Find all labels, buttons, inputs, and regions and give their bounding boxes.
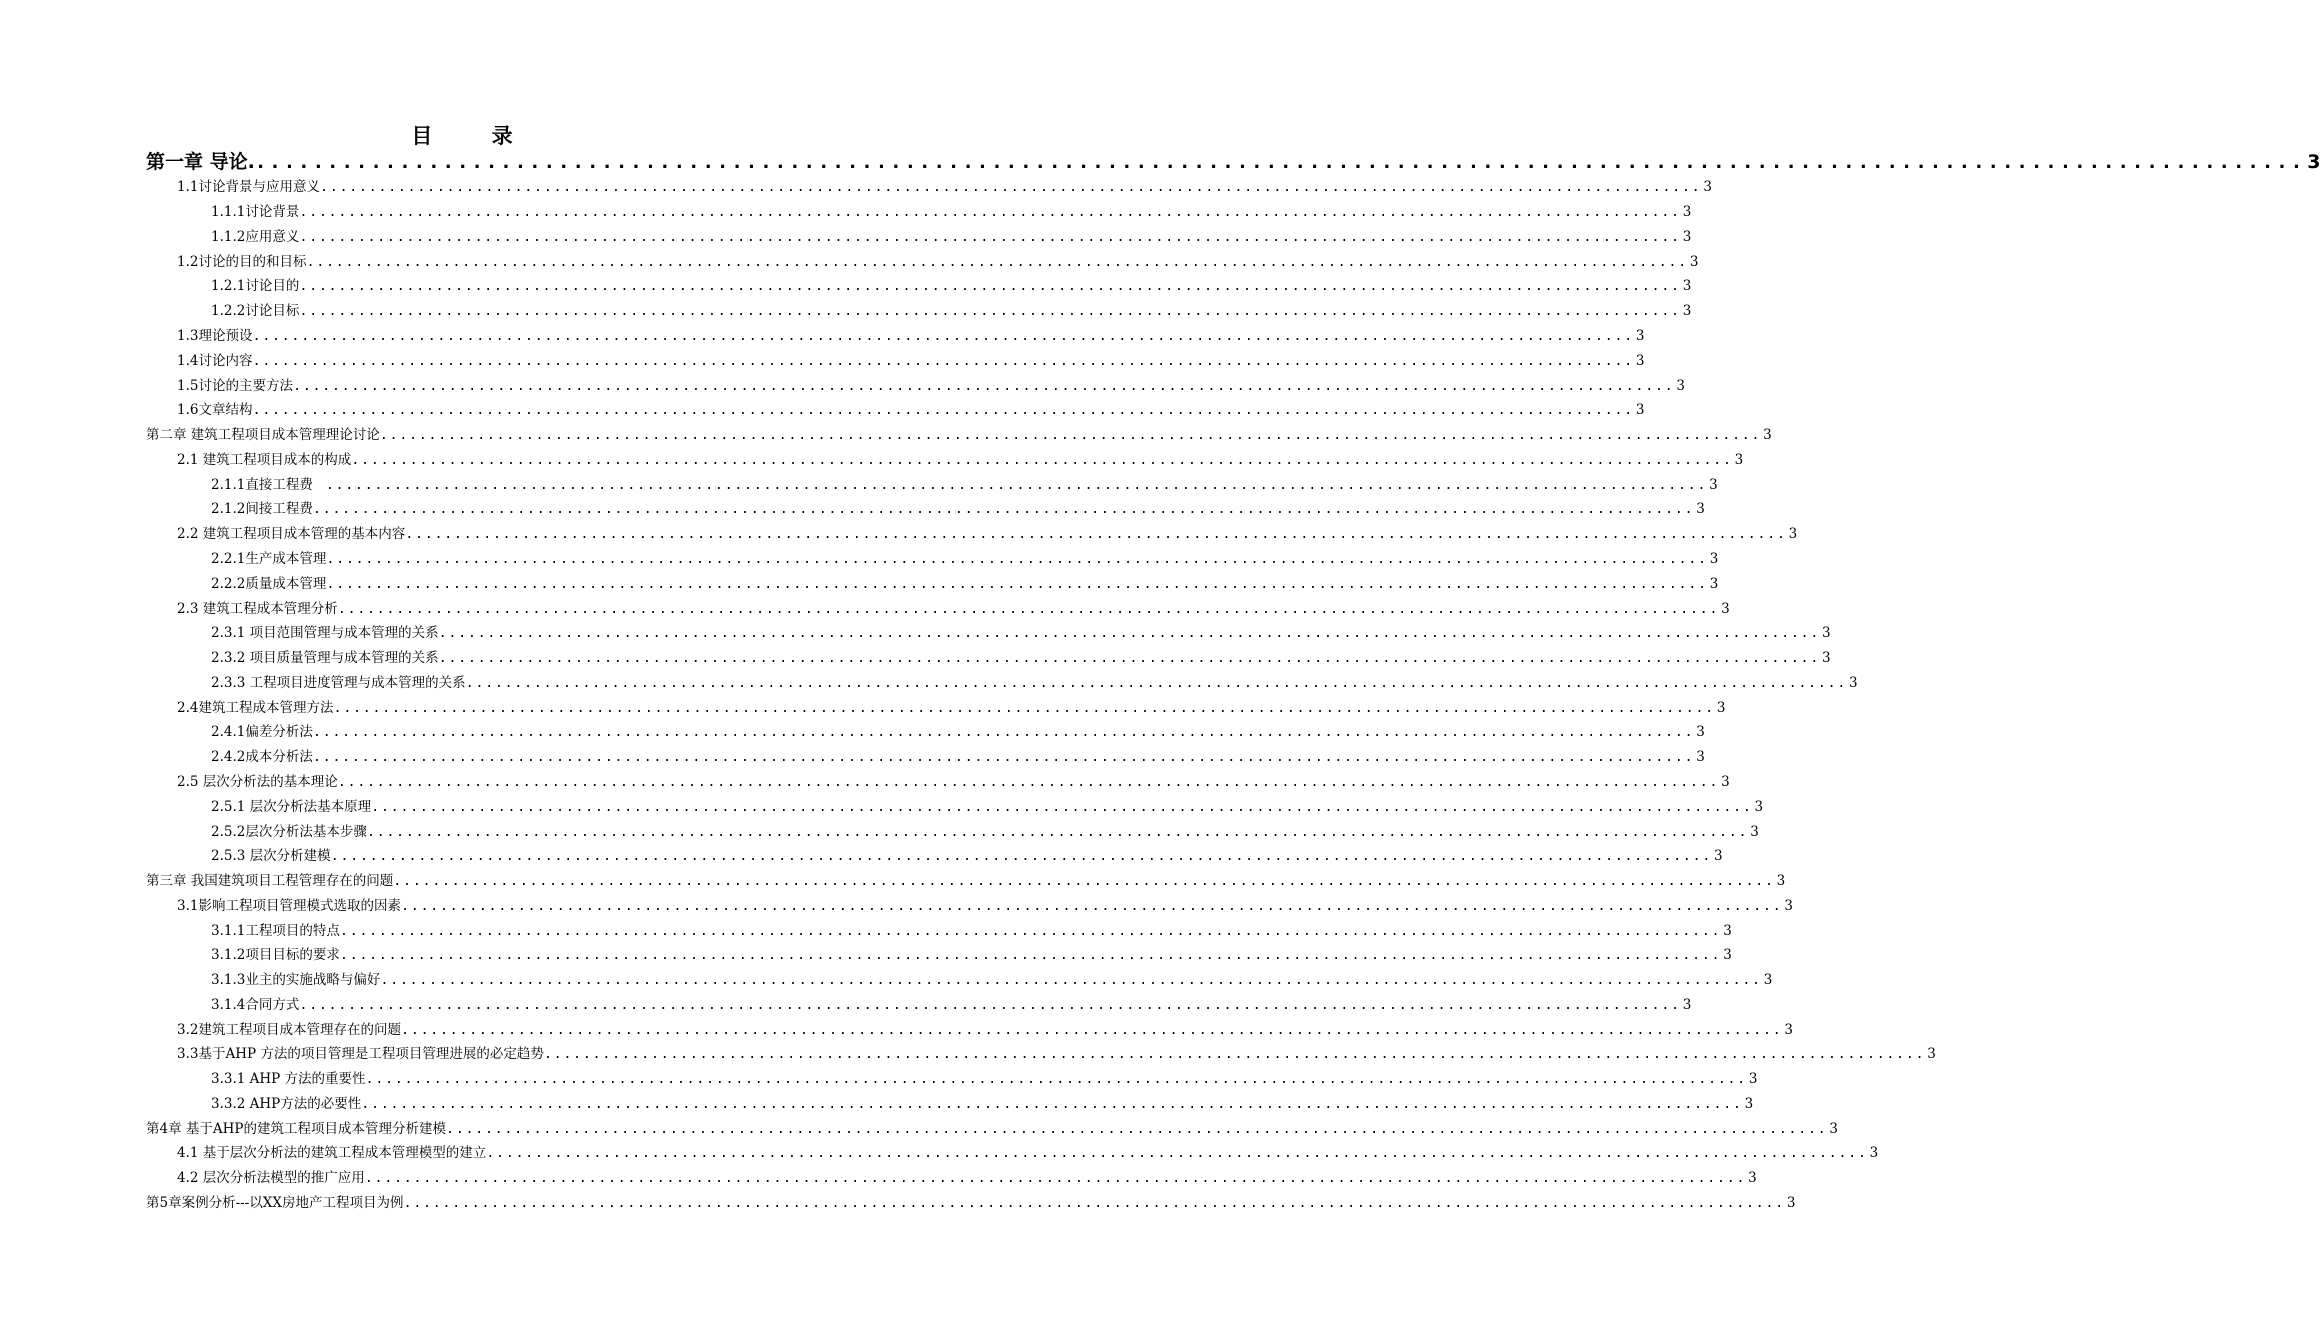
toc-entry-label: 2.5.3 层次分析建模 [211,848,331,864]
toc-entry-1-1[interactable] [177,177,1712,197]
toc-entry-2-4-1[interactable] [211,722,1705,742]
toc-entry-2-2-1[interactable] [211,549,1719,569]
toc-entry-page: 3 [1635,353,1645,369]
toc-entry-page: 3 [1763,427,1772,443]
toc-entry-1-2[interactable] [177,252,1699,272]
toc-entry-3-1-4[interactable] [211,995,1692,1015]
toc-entry-label: 2.4建筑工程成本管理方法 [177,700,334,716]
toc-entry-label: 2.5 层次分析法的基本理论 [177,774,338,790]
toc-entry-page: 3 [1784,898,1793,914]
toc-entry-2-5[interactable] [177,772,1730,792]
dot-leader: .............................................................................................................................................. [333,700,1715,716]
toc-entry-label: 3.3.2 AHP方法的必要性 [211,1096,362,1112]
toc-entry-page: 3 [1682,229,1692,245]
dot-leader: .............................................................................................................................................. [252,402,1634,418]
toc-entry-2-3-2[interactable] [211,648,1831,668]
toc-entry-page: 3 [1696,501,1705,517]
dot-leader: .............................................................................................................................................. [312,501,1695,517]
dot-leader: .............................................................................................................................................. [306,254,1688,270]
dot-leader: .............................................................................................................................................. [325,477,1708,493]
toc-entry-label: 第三章 我国建筑项目工程管理存在的问题 [146,873,394,889]
toc-entry-label: 1.1.1讨论背景 [211,204,300,220]
dot-leader: .............................................................................................................................................. [312,749,1695,765]
toc-entry-2-3-3[interactable] [211,673,1858,693]
toc-entry-page: 3 [1822,625,1831,641]
toc-entry-label: 3.1.3业主的实施战略与偏好 [211,972,381,988]
toc-entry-2-2[interactable] [177,524,1798,544]
dot-leader: .............................................................................................................................................. [486,1145,1868,1161]
toc-entry-label: 1.3理论预设 [177,328,253,344]
toc-entry-chapter-5[interactable] [146,1193,1796,1213]
toc-entry-page: 3 [1723,947,1732,963]
toc-entry-label: 1.5讨论的主要方法 [177,378,293,394]
toc-entry-page: 3 [1721,601,1730,617]
toc-entry-page: 3 [1754,799,1764,815]
toc-entry-label: 2.3.2 项目质量管理与成本管理的关系 [211,650,439,666]
dot-leader: .............................................................................................................................................. [438,650,1820,666]
toc-entry-label: 3.2建筑工程项目成本管理存在的问题 [177,1022,401,1038]
dot-leader: .............................................................................................................................................. [330,848,1712,864]
toc-entry-2-5-3[interactable] [211,846,1723,866]
toc-entry-label: 3.1.2项目目标的要求 [211,947,340,963]
toc-entry-1-2-1[interactable] [211,276,1692,296]
dot-leader: .............................................................................................................................................. [400,898,1783,914]
toc-entry-page: 3 [1716,700,1726,716]
toc-entry-page: 3 [1848,675,1858,691]
toc-entry-page: 3 [1635,402,1645,418]
toc-entry-label: 2.1 建筑工程项目成本的构成 [177,452,352,468]
toc-entry-page: 3 [1689,254,1699,270]
toc-entry-page: 3 [1744,1096,1754,1112]
toc-entry-3-3-1[interactable] [211,1069,1758,1089]
toc-entry-chapter-1[interactable] [146,148,2320,176]
toc-entry-page: 3 [1829,1121,1838,1137]
toc-entry-page: 3 [1696,724,1705,740]
toc-entry-label: 3.3基于AHP 方法的项目管理是工程项目管理进展的必定趋势 [177,1046,544,1062]
toc-title: 目 录 [411,124,539,148]
toc-entry-page: 3 [1635,328,1645,344]
dot-leader: .............................................................................................................................................. [351,452,1733,468]
toc-entry-2-5-1[interactable] [211,797,1764,817]
toc-entry-1-5[interactable] [177,376,1685,396]
dot-leader: .............................................................................................................................................. [299,997,1681,1013]
toc-entry-page: 3 [1682,997,1692,1013]
toc-entry-2-3[interactable] [177,599,1730,619]
dot-leader: .............................................................................................................................................. [337,601,1720,617]
dot-leader: .............................................................................................................................................. [393,873,1775,889]
toc-entry-3-1-2[interactable] [211,945,1732,965]
toc-entry-page: 3 [1748,1071,1758,1087]
toc-entry-page: 3 [1721,774,1730,790]
dot-leader: .............................................................................................................................................. [403,1195,1785,1211]
toc-entry-page: 3 [2307,151,2320,173]
toc-entry-page: 3 [1682,204,1692,220]
toc-entry-label: 3.1.4合同方式 [211,997,300,1013]
toc-entry-page: 3 [1709,551,1719,567]
dot-leader: .............................................................................................................................................. [380,972,1762,988]
toc-entry-label: 4.2 层次分析法模型的推广应用 [177,1170,365,1186]
toc-entry-label: 3.1影响工程项目管理模式选取的因素 [177,898,401,914]
toc-entry-page: 3 [1734,452,1744,468]
toc-entry-label: 2.5.2层次分析法基本步骤 [211,824,367,840]
dot-leader: .............................................................................................................................................. [400,1022,1783,1038]
toc-entry-page: 3 [1696,749,1705,765]
toc-entry-label: 2.2.1生产成本管理 [211,551,327,567]
dot-leader: .............................................................................................................................................. [312,724,1695,740]
toc-entry-label: 第4章 基于AHP的建筑工程项目成本管理分析建模 [146,1121,446,1137]
toc-entry-2-4[interactable] [177,698,1726,718]
toc-entry-chapter-3[interactable] [146,871,1786,891]
toc-entry-2-5-2[interactable] [211,822,1759,842]
toc-entry-page: 3 [1822,650,1831,666]
dot-leader: .............................................................................................................................................. [446,1121,1828,1137]
toc-entry-label: 2.4.1偏差分析法 [211,724,313,740]
toc-entry-label: 2.3.1 项目范围管理与成本管理的关系 [211,625,439,641]
toc-entry-1-4[interactable] [177,351,1645,371]
dot-leader: .............................................................................................................................................. [339,923,1722,939]
toc-entry-chapter-4[interactable] [146,1119,1838,1139]
toc-entry-page: 3 [1709,576,1719,592]
toc-entry-page: 3 [1748,1170,1757,1186]
toc-entry-page: 3 [1750,824,1759,840]
toc-entry-3-1-1[interactable] [211,921,1732,941]
toc-entry-label: 3.1.1工程项目的特点 [211,923,340,939]
toc-entry-label: 第一章 导论. [146,151,255,173]
toc-entry-page: 3 [1784,1022,1793,1038]
toc-entry-3-2[interactable] [177,1020,1793,1040]
dot-leader: .............................................................................................................................................. [292,378,1675,394]
toc-entry-1-1-2[interactable] [211,227,1692,247]
toc-entry-1-2-2[interactable] [211,301,1692,321]
dot-leader: .............................................................................................................................................. [361,1096,1743,1112]
toc-entry-label: 2.3.3 工程项目进度管理与成本管理的关系 [211,675,466,691]
toc-entry-2-1[interactable] [177,450,1744,470]
toc-entry-label: 2.1.2间接工程费 [211,501,313,517]
toc-entry-3-3-2[interactable] [211,1094,1754,1114]
toc-entry-3-1-3[interactable] [211,970,1773,990]
dot-leader: .............................................................................................................................................. [299,303,1681,319]
toc-entry-page: 3 [1703,179,1712,195]
toc-entry-label: 第5章案例分析---以XX房地产工程项目为例 [146,1195,404,1211]
toc-entry-label: 3.3.1 AHP 方法的重要性 [211,1071,366,1087]
toc-entry-2-2-2[interactable] [211,574,1719,594]
toc-entry-label: 2.4.2成本分析法 [211,749,313,765]
dot-leader: .............................................................................................................................................. [299,204,1681,220]
dot-leader: .............................................................................................................................................. [252,353,1634,369]
dot-leader: .............................................................................................................................................. [252,328,1634,344]
dot-leader: .............................................................................................................................................. [371,799,1753,815]
dot-leader: .............................................................................................................................................. [299,229,1681,245]
toc-entry-page: 3 [1776,873,1786,889]
toc-entry-label: 2.5.1 层次分析法基本原理 [211,799,372,815]
toc-entry-page: 3 [1788,526,1798,542]
toc-entry-label: 2.1.1直接工程费 [211,477,326,493]
toc-entry-chapter-2[interactable] [146,425,1772,445]
toc-entry-label: 2.2.2质量成本管理 [211,576,327,592]
dot-leader: .............................................................................................................................................. [339,947,1722,963]
dot-leader: .............................................................................................................................................. [319,179,1702,195]
toc-entry-page: 3 [1723,923,1732,939]
toc-entry-label: 1.2.2讨论目标 [211,303,300,319]
dot-leader: .............................................................................................................................................. [365,1071,1747,1087]
dot-leader: .............................................................................................................................................. [405,526,1787,542]
toc-entry-1-6[interactable] [177,400,1645,420]
toc-entry-label: 2.2 建筑工程项目成本管理的基本内容 [177,526,406,542]
dot-leader: .............................................................................................................................................. [543,1046,1926,1062]
toc-entry-page: 3 [1763,972,1773,988]
dot-leader: .............................................................................................................................................. [438,625,1820,641]
toc-entry-2-1-2[interactable] [211,499,1705,519]
toc-entry-label: 1.1讨论背景与应用意义 [177,179,320,195]
toc-entry-3-3[interactable] [177,1044,1936,1064]
toc-entry-page: 3 [1676,378,1685,394]
toc-entry-3-1[interactable] [177,896,1793,916]
dot-leader: .............................................................................................................................................. [326,551,1708,567]
toc-entry-page: 3 [1869,1145,1879,1161]
toc-entry-label: 1.6文章结构 [177,402,253,418]
toc-entry-label: 1.4讨论内容 [177,353,253,369]
toc-entry-page: 3 [1714,848,1723,864]
toc-entry-1-1-1[interactable] [211,202,1692,222]
toc-entry-label: 1.2.1讨论目的 [211,278,300,294]
toc-entry-page: 3 [1786,1195,1796,1211]
toc-entry-1-3[interactable] [177,326,1645,346]
dot-leader: .............................................................................................................................................. [337,774,1720,790]
dot-leader: .............................................................................................................................................. [326,576,1708,592]
toc-entry-page: 3 [1682,278,1692,294]
dot-leader: .............................................................................................................................................. [299,278,1681,294]
toc-entry-label: 1.1.2应用意义 [211,229,300,245]
toc-entry-label: 2.3 建筑工程成本管理分析 [177,601,338,617]
toc-entry-label: 4.1 基于层次分析法的建筑工程成本管理模型的建立 [177,1145,487,1161]
dot-leader: .............................................................................................................................................. [366,824,1749,840]
dot-leader: .............................................................................................................................................. [254,151,2306,173]
dot-leader: .............................................................................................................................................. [465,675,1847,691]
toc-entry-2-4-2[interactable] [211,747,1705,767]
toc-entry-label: 1.2讨论的目的和目标 [177,254,307,270]
toc-entry-4-2[interactable] [177,1168,1757,1188]
toc-entry-page: 3 [1682,303,1692,319]
dot-leader: .............................................................................................................................................. [379,427,1762,443]
toc-entry-page: 3 [1927,1046,1936,1062]
toc-entry-page: 3 [1709,477,1718,493]
dot-leader: .............................................................................................................................................. [364,1170,1747,1186]
toc-entry-4-1[interactable] [177,1143,1879,1163]
toc-entry-2-1-1[interactable] [211,475,1718,495]
toc-entry-2-3-1[interactable] [211,623,1831,643]
toc-entry-label: 第二章 建筑工程项目成本管理理论讨论 [146,427,380,443]
